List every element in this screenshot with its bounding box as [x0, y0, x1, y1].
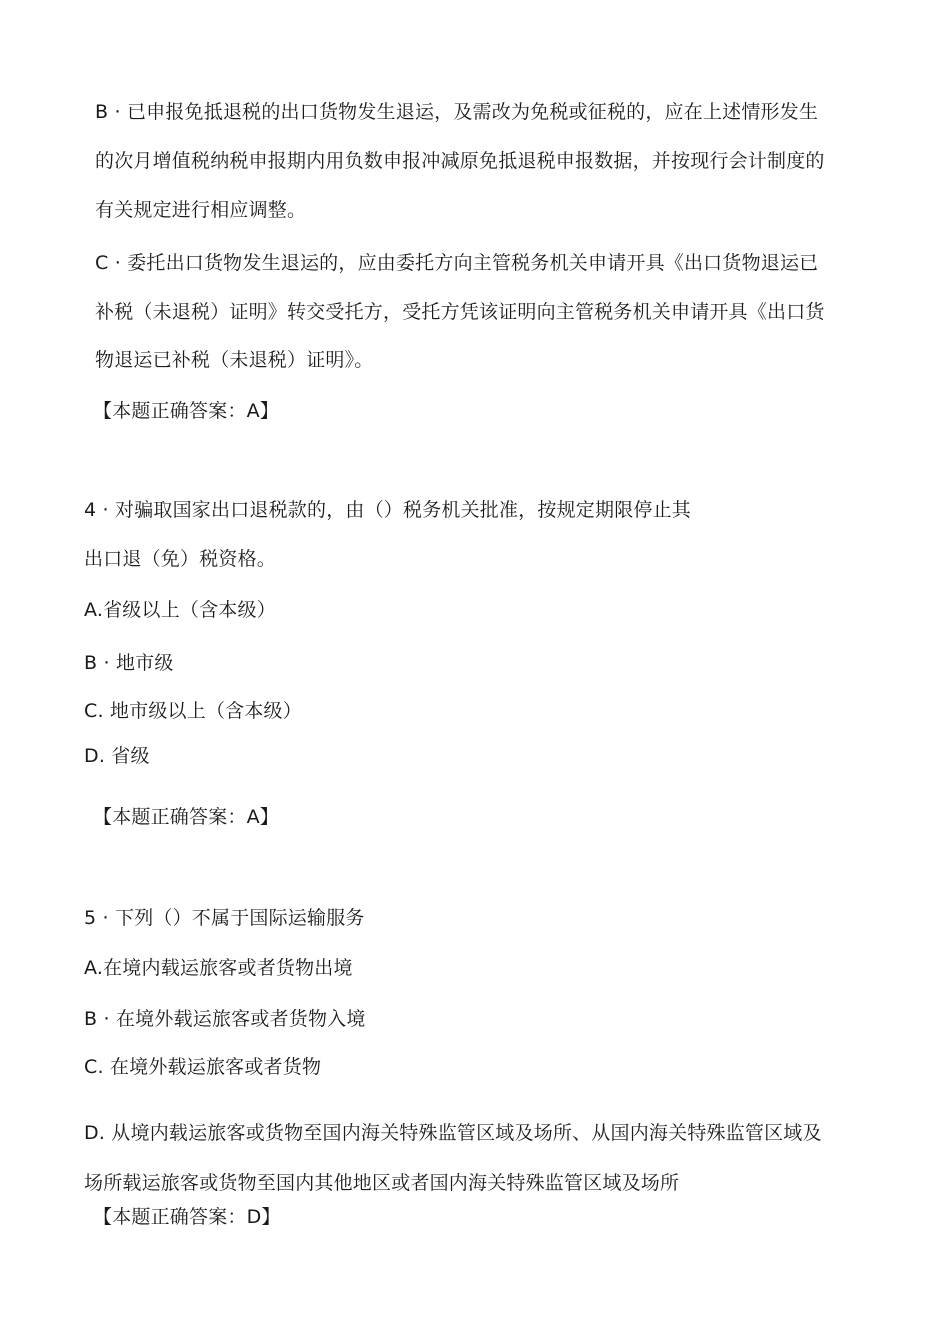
q5-stem: 5 · 下列（）不属于国际运输服务: [84, 907, 365, 929]
q3-option-b-line-1: B · 已申报免抵退税的出口货物发生退运，及需改为免税或征税的，应在上述情形发生: [95, 101, 819, 123]
q4-stem-line-2: 出口退（免）税资格。: [84, 548, 277, 570]
q4-option-d: D. 省级: [84, 745, 150, 767]
q4-option-a: A.省级以上（含本级）: [84, 599, 276, 621]
q3-answer: 【本题正确答案：A】: [93, 400, 279, 422]
q4-option-b: B · 地市级: [84, 652, 174, 674]
q3-option-c-line-1: C · 委托出口货物发生退运的，应由委托方向主管税务机关申请开具《出口货物退运已: [95, 252, 819, 274]
q5-option-d-line-2: 场所载运旅客或货物至国内其他地区或者国内海关特殊监管区域及场所: [84, 1172, 680, 1194]
q5-option-b: B · 在境外载运旅客或者货物入境: [84, 1008, 366, 1030]
q4-option-c: C. 地市级以上（含本级）: [84, 700, 302, 722]
q3-option-c-line-3: 物退运已补税（未退税）证明》。: [95, 349, 374, 371]
q3-option-b-line-3: 有关规定进行相应调整。: [95, 199, 307, 221]
q5-answer: 【本题正确答案：D】: [93, 1206, 281, 1228]
q5-option-a: A.在境内载运旅客或者货物出境: [84, 957, 353, 979]
q3-option-c-line-2: 补税（未退税）证明》转交受托方，受托方凭该证明向主管税务机关申请开具《出口货: [95, 301, 825, 323]
q5-option-c: C. 在境外载运旅客或者货物: [84, 1056, 322, 1078]
q4-answer: 【本题正确答案：A】: [93, 806, 279, 828]
q4-stem-line-1: 4 · 对骗取国家出口退税款的，由（）税务机关批准，按规定期限停止其: [84, 499, 692, 521]
q5-option-d-line-1: D. 从境内载运旅客或货物至国内海关特殊监管区域及场所、从国内海关特殊监管区域及: [84, 1122, 822, 1144]
q3-option-b-line-2: 的次月增值税纳税申报期内用负数申报冲减原免抵退税申报数据，并按现行会计制度的: [95, 150, 825, 172]
